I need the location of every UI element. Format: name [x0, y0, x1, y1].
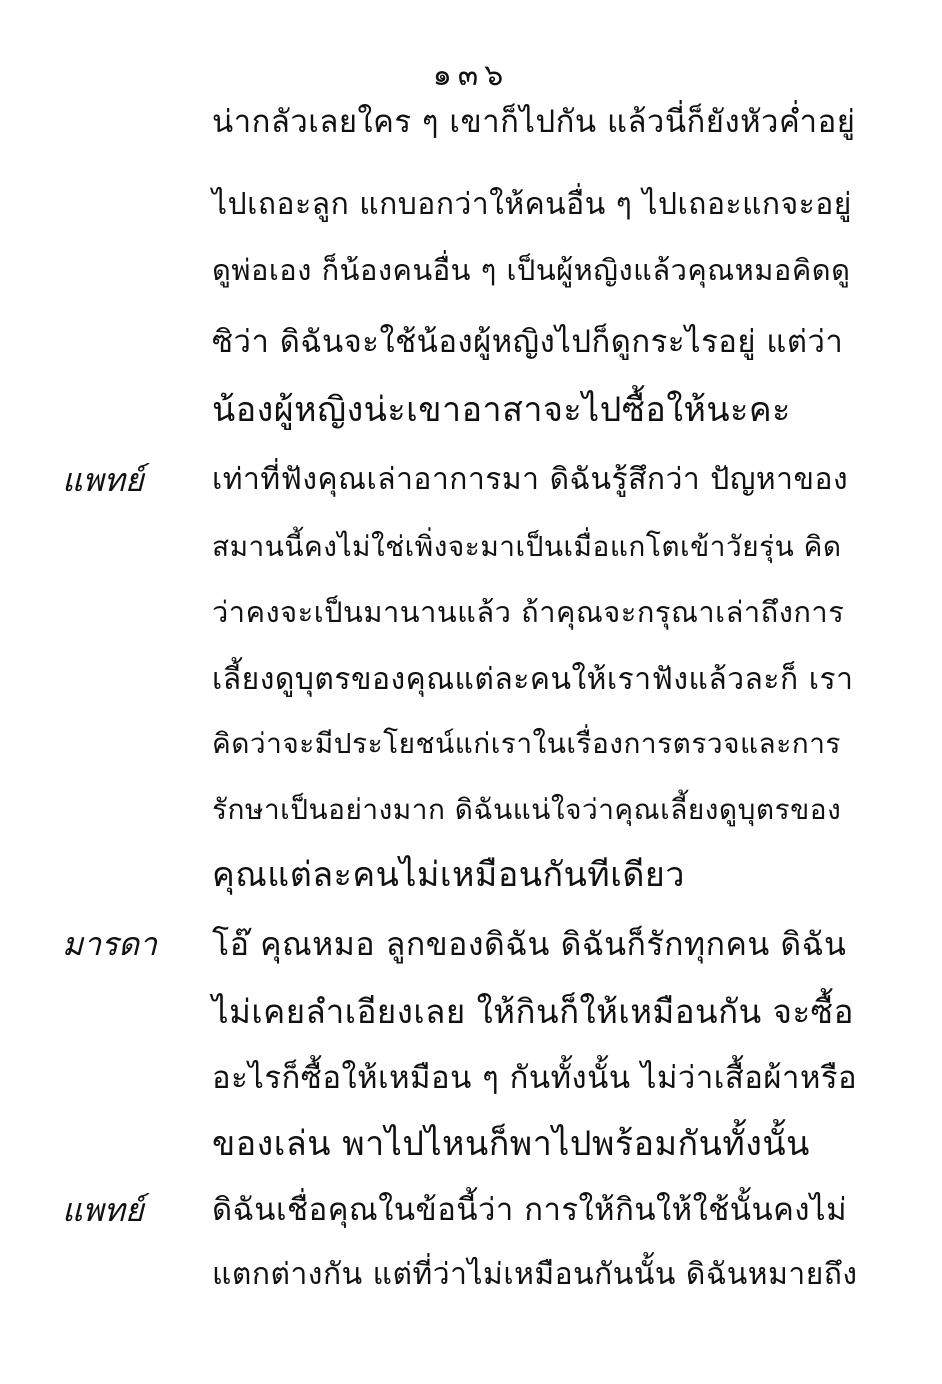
text-line: เท่าที่ฟังคุณเล่าอาการมา ดิฉันรู้สึกว่า ปัญหาของ: [212, 462, 849, 497]
speaker-label: แพทย์: [62, 1191, 144, 1229]
text-line: ดิฉันเชื่อคุณในข้อนี้ว่า การให้กินให้ใช้นั้นคงไม่: [212, 1192, 848, 1228]
text-line: ว่าคงจะเป็นมานานแล้ว ถ้าคุณจะกรุณาเล่าถึงการ: [212, 595, 845, 629]
text-line: แตกต่างกัน แต่ที่ว่าไม่เหมือนกันนั้น ดิฉันหมายถึง: [212, 1257, 858, 1292]
text-line: คิดว่าจะมีประโยชน์แก่เราในเรื่องการตรวจและการ: [212, 727, 841, 760]
text-line: รักษาเป็นอย่างมาก ดิฉันแน่ใจว่าคุณเลี้ยงดูบุตรของ: [212, 793, 842, 826]
page-number: ๑๓๖: [432, 58, 510, 93]
text-line: อะไรก็ซื้อให้เหมือน ๆ กันทั้งนั้น ไม่ว่าเสื้อผ้าหรือ: [212, 1060, 858, 1096]
speaker-label: แพทย์: [62, 461, 144, 499]
text-line: ซิว่า ดิฉันจะใช้น้องผู้หญิงไปก็ดูกระไรอยู่ แต่ว่า: [212, 324, 844, 360]
text-line: น้องผู้หญิงน่ะเขาอาสาจะไปซื้อให้นะคะ: [212, 390, 791, 430]
text-line: น่ากลัวเลยใคร ๆ เขาก็ไปกัน แล้วนี่ก็ยังหัวค่ำอยู่: [212, 104, 856, 140]
text-line: โอ๊ คุณหมอ ลูกของดิฉัน ดิฉันก็รักทุกคน ดิฉัน: [212, 925, 847, 963]
text-line: คุณแต่ละคนไม่เหมือนกันทีเดียว: [212, 855, 685, 895]
text-line: เลี้ยงดูบุตรของคุณแต่ละคนให้เราฟังแล้วละก็ เรา: [212, 662, 854, 697]
text-line: ไม่เคยลำเอียงเลย ให้กินก็ให้เหมือนกัน จะซื้อ: [212, 992, 854, 1031]
text-line: สมานนี้คงไม่ใช่เพิ่งจะมาเป็นเมื่อแกโตเข้าวัยรุ่น คิด: [212, 530, 842, 563]
text-line: ไปเถอะลูก แกบอกว่าให้คนอื่น ๆ ไปเถอะแกจะอยู่: [212, 187, 852, 222]
text-line: ของเล่น พาไปไหนก็พาไปพร้อมกันทั้งนั้น: [212, 1124, 810, 1164]
text-line: ดูพ่อเอง ก็น้องคนอื่น ๆ เป็นผู้หญิงแล้วคุณหมอคิดดู: [212, 253, 851, 287]
speaker-label: มารดา: [62, 925, 157, 963]
